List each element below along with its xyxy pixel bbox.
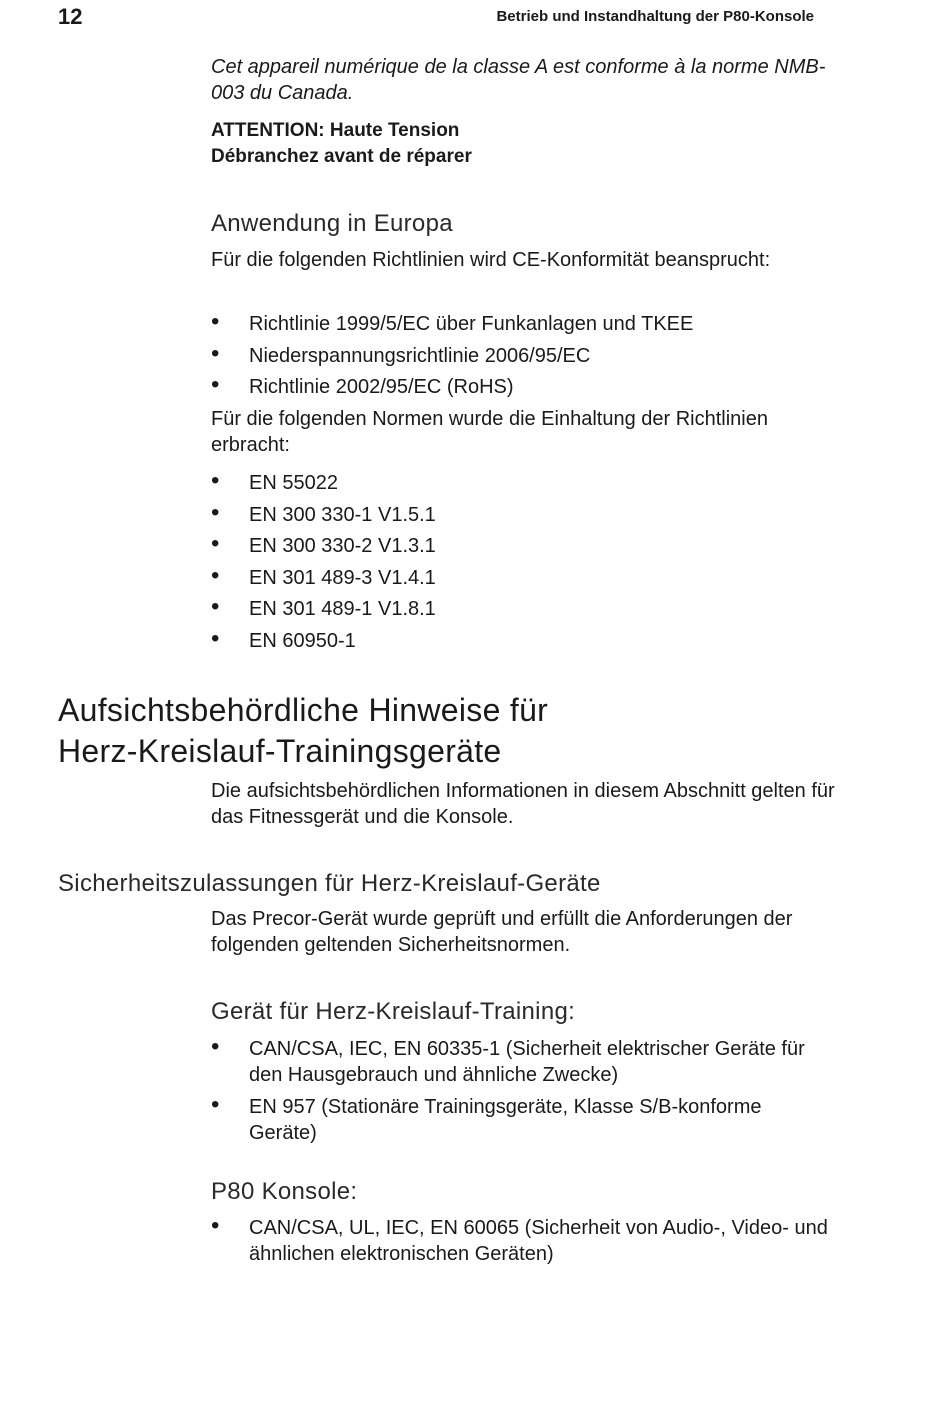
list-item: • Richtlinie 1999/5/EC über Funkanlagen und TKEE: [211, 311, 831, 337]
canada-notice: [211, 54, 851, 170]
attention-line-1: ATTENTION: Haute Tension: [211, 120, 460, 141]
list-item: • Niederspannungsrichtlinie 2006/95/EC: [211, 343, 831, 369]
running-header: Betrieb und Instandhaltung der P80-Konsole: [496, 8, 814, 25]
console-list: [211, 1215, 831, 1273]
list-item: • CAN/CSA, UL, IEC, EN 60065 (Sicherheit von Audio-, Video- und ähnlichen elektronischen Geräten): [211, 1215, 831, 1267]
cardio-list: [211, 1036, 831, 1152]
europe-heading: Anwendung in Europa: [211, 210, 453, 237]
list-item: • EN 957 (Stationäre Trainingsgeräte, Klasse S/B-konforme Geräte): [211, 1094, 831, 1146]
list-item: • EN 301 489-3 V1.4.1: [211, 565, 831, 591]
list-item: • EN 300 330-2 V1.3.1: [211, 533, 831, 559]
list-item: • EN 300 330-1 V1.5.1: [211, 502, 831, 528]
cardio-heading: Gerät für Herz-Kreislauf-Training:: [211, 998, 576, 1025]
safety-heading: Sicherheitszulassungen für Herz-Kreislauf-Geräte: [58, 870, 601, 897]
list-item: • CAN/CSA, IEC, EN 60335-1 (Sicherheit elektrischer Geräte für den Hausgebrauch und ähnliche Zwecke): [211, 1036, 831, 1088]
safety-text: Das Precor-Gerät wurde geprüft und erfüllt die Anforderungen der folgenden geltenden Sicherheitsnormen.: [211, 908, 793, 956]
page-number: 12: [58, 4, 83, 29]
regulatory-heading: [58, 690, 548, 772]
console-heading: P80 Konsole:: [211, 1178, 358, 1205]
list-item: • EN 301 489-1 V1.8.1: [211, 596, 831, 622]
attention-line-2: Débranchez avant de réparer: [211, 146, 472, 167]
list-item: • EN 55022: [211, 470, 831, 496]
list-item: • EN 60950-1: [211, 628, 831, 654]
regulatory-text: Die aufsichtsbehördlichen Informationen in diesem Abschnitt gelten für das Fitnessgerät und die Konsole.: [211, 780, 835, 828]
regulatory-heading-line-1: Aufsichtsbehördliche Hinweise für: [58, 692, 549, 728]
standards-list: [211, 470, 831, 660]
list-item: • Richtlinie 2002/95/EC (RoHS): [211, 374, 831, 400]
regulatory-heading-line-2: Herz-Kreislauf-Trainingsgeräte: [58, 733, 502, 769]
canada-notice-text: Cet appareil numérique de la classe A est conforme à la norme NMB-003 du Canada.: [211, 56, 826, 104]
europe-intro: Für die folgenden Richtlinien wird CE-Konformität beansprucht:: [211, 249, 771, 271]
directives-list: [211, 311, 831, 406]
standards-intro: Für die folgenden Normen wurde die Einhaltung der Richtlinien erbracht:: [211, 408, 768, 456]
